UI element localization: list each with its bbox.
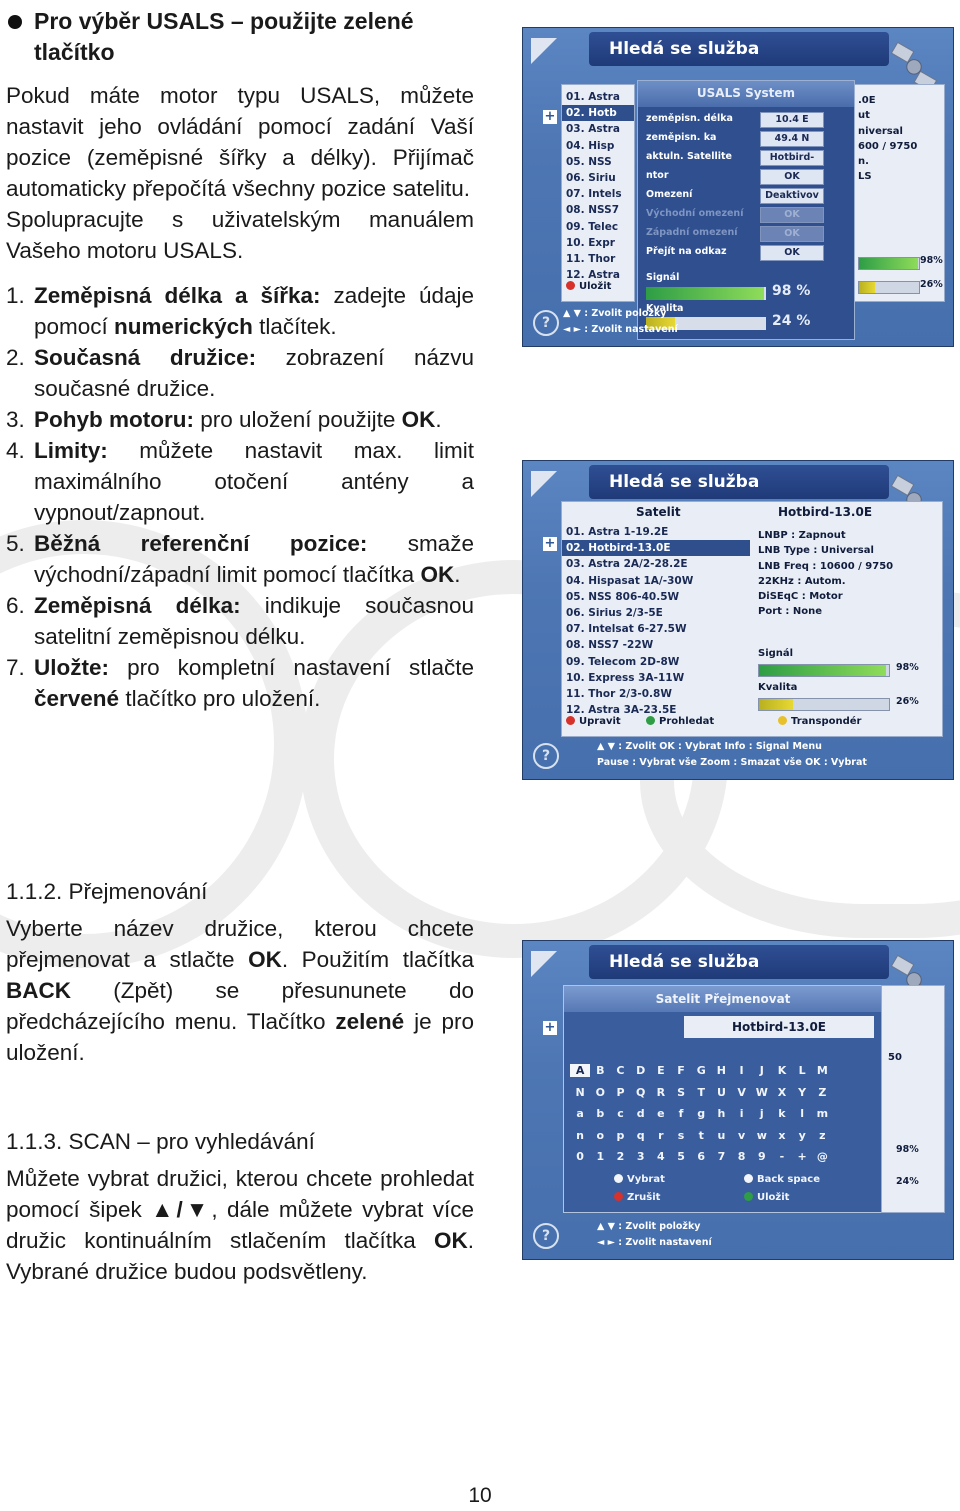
- satellite-list-item[interactable]: 06. Siriu: [566, 172, 616, 185]
- keyboard-key[interactable]: 0: [576, 1150, 584, 1164]
- item-text: červené: [34, 686, 120, 711]
- usals-section: [6, 6, 474, 714]
- item-number: 2.: [6, 345, 25, 370]
- keyboard-key[interactable]: H: [716, 1064, 727, 1078]
- quality-bar: [858, 281, 920, 294]
- usals-row-label: zeměpisn. ka: [646, 132, 717, 143]
- keyboard-key[interactable]: 9: [757, 1150, 766, 1164]
- item-label: Limity:: [34, 438, 108, 463]
- keyboard-key[interactable]: r: [658, 1128, 664, 1142]
- usals-item: [6, 590, 474, 652]
- red-button-icon: [566, 281, 575, 290]
- keyboard-key[interactable]: -: [779, 1150, 785, 1164]
- keyboard-key[interactable]: Z: [818, 1085, 827, 1099]
- legend-back-space: Back space: [744, 1174, 820, 1185]
- screen-footer: ▲ ▼ : Zvolit položky ◄ ► : Zvolit nastavení: [597, 1221, 712, 1248]
- item-text: tlačítko pro uložení.: [119, 686, 321, 711]
- green-button-icon: [646, 716, 655, 725]
- usals-row-label: Omezení: [646, 189, 693, 200]
- info-fragment: .0E: [858, 95, 876, 106]
- signal-pct: 98%: [896, 662, 919, 673]
- screen-footer: ▲ ▼ : Zvolit položky ◄ ► : Zvolit nastavení: [563, 308, 678, 335]
- lnb-info-line: LNB Freq : 10600 / 9750: [758, 560, 894, 572]
- help-icon: ?: [533, 1223, 559, 1249]
- rename-heading: 1.1.2. Přejmenování: [6, 879, 208, 904]
- satellite-list-item[interactable]: 07. Intels: [566, 188, 622, 201]
- screenshot-usals-system: [522, 27, 954, 347]
- item-label: Zeměpisná délka a šířka:: [34, 283, 321, 308]
- column-current-satellite: Hotbird-13.0E: [778, 505, 873, 519]
- usals-heading: Pro výběr USALS – použijte zelené tlačítko: [6, 6, 474, 68]
- legend-cancel: Zrušit: [614, 1192, 660, 1203]
- item-text: pro kompletní nastavení stlačte: [109, 655, 474, 680]
- lnb-info-line: Port : None: [758, 606, 823, 618]
- usals-signal-bar: [646, 287, 766, 300]
- text-run: OK: [433, 1228, 468, 1253]
- keyboard-key[interactable]: e: [657, 1107, 665, 1121]
- satellite-list-item[interactable]: 11. Thor: [566, 253, 616, 266]
- usals-item: [6, 652, 474, 714]
- usals-row-value[interactable]: Deaktivov: [760, 188, 824, 204]
- item-number: 5.: [6, 531, 25, 556]
- satellite-list-item[interactable]: 11. Thor 2/3-0.8W: [566, 688, 672, 701]
- item-label: Uložte:: [34, 655, 109, 680]
- info-fragment: 600 / 9750: [858, 140, 918, 152]
- keyboard-key[interactable]: n: [576, 1128, 585, 1142]
- item-number: 1.: [6, 283, 25, 308]
- usals-row-label: Přejít na odkaz: [646, 246, 727, 257]
- satellite-list-item[interactable]: 04. Hisp: [566, 139, 615, 152]
- help-icon: ?: [533, 743, 559, 769]
- satellite-list-item[interactable]: 08. NSS7: [566, 204, 620, 217]
- quality-pct: 26%: [896, 696, 919, 707]
- scan-heading: 1.1.3. SCAN – pro vyhledávání: [6, 1129, 315, 1154]
- keyboard-key[interactable]: S: [677, 1085, 685, 1099]
- page-number: 10: [468, 1484, 492, 1507]
- legend-scan: Prohledat: [646, 716, 714, 727]
- item-text: můžete nastavit max. limit maximálního otočení antény a vypnout/zapnout.: [34, 438, 474, 525]
- plus-icon: +: [544, 1020, 556, 1035]
- scan-section: [6, 1126, 474, 1287]
- keyboard-key[interactable]: T: [697, 1085, 705, 1099]
- lnb-info-line: LNB Type : Universal: [758, 545, 874, 557]
- keyboard-key[interactable]: U: [716, 1085, 726, 1099]
- usals-items-list: [6, 280, 474, 714]
- satellite-list-item[interactable]: 03. Astra 2A/2-28.2E: [566, 558, 688, 571]
- fragment-text: 50: [888, 1052, 902, 1063]
- keyboard-key[interactable]: K: [777, 1064, 787, 1078]
- keyboard-row: [570, 1125, 832, 1147]
- usals-quality-pct: 24 %: [772, 313, 811, 329]
- rename-name-field[interactable]: Hotbird-13.0E: [684, 1016, 874, 1038]
- rename-dialog-title: Satelit Přejmenovat: [564, 986, 882, 1012]
- item-text: OK: [401, 407, 436, 432]
- usals-row-value[interactable]: OK: [760, 245, 824, 261]
- quality-bar: [758, 698, 890, 711]
- plus-icon: +: [544, 536, 556, 551]
- usals-row-value[interactable]: OK: [760, 226, 824, 242]
- usals-signal-pct: 98 %: [772, 283, 811, 299]
- keyboard-key[interactable]: i: [739, 1107, 744, 1121]
- keyboard-key[interactable]: +: [797, 1150, 807, 1164]
- green-button-icon: [744, 1192, 753, 1201]
- usals-signal-label: Signál: [646, 272, 680, 283]
- keyboard-key[interactable]: M: [816, 1064, 828, 1078]
- signal-pct: 98%: [896, 1144, 919, 1155]
- usals-row-label: aktuln. Satellite: [646, 151, 732, 162]
- text-run: (Zpět) se přesununete do předcházejícího menu. Tlačítko: [6, 978, 474, 1034]
- rename-text: [6, 913, 474, 1068]
- satellite-list-item[interactable]: 05. NSS: [566, 155, 612, 168]
- satellite-list-item[interactable]: 12. Astra 3A-23.5E: [566, 704, 677, 717]
- satellite-list-item[interactable]: 05. NSS 806-40.5W: [566, 590, 680, 603]
- quality-label: Kvalita: [758, 682, 798, 693]
- keyboard-key[interactable]: W: [755, 1085, 768, 1099]
- usals-row-value[interactable]: 49.4 N: [760, 131, 824, 147]
- keyboard-key[interactable]: J: [759, 1064, 764, 1078]
- satellite-list-item[interactable]: 02. Hotbird-13.0E: [562, 540, 750, 556]
- satellite-list-item[interactable]: 01. Astra 1-19.2E: [566, 526, 669, 538]
- satellite-list-item[interactable]: 09. Telecom 2D-8W: [566, 655, 680, 668]
- keyboard-key[interactable]: F: [677, 1064, 685, 1078]
- keyboard-key[interactable]: v: [738, 1128, 746, 1142]
- keyboard-key[interactable]: o: [596, 1128, 605, 1142]
- lnb-info-line: 22KHz : Autom.: [758, 575, 846, 587]
- text-run: zelené: [335, 1009, 405, 1034]
- keyboard-key[interactable]: 4: [657, 1150, 665, 1164]
- corner-logo-icon: [531, 38, 557, 64]
- item-label: Pohyb motoru:: [34, 407, 194, 432]
- lnb-info-line: DiSEqC : Motor: [758, 591, 843, 603]
- keyboard-key[interactable]: h: [717, 1107, 726, 1121]
- satellite-list-item[interactable]: 06. Sirius 2/3-5E: [566, 607, 663, 620]
- keyboard-key[interactable]: 7: [717, 1150, 726, 1164]
- text-run: Vyberte název družice, kterou chcete přejmenovat a stlačte: [6, 916, 474, 972]
- legend-edit: Upravit: [566, 716, 621, 727]
- keyboard-key[interactable]: 2: [616, 1150, 625, 1164]
- satellite-list-item[interactable]: 07. Intelsat 6-27.5W: [566, 623, 687, 636]
- keyboard-key[interactable]: 3: [636, 1150, 645, 1164]
- keyboard-key[interactable]: k: [778, 1107, 786, 1121]
- quality-pct: 26%: [920, 279, 943, 290]
- keyboard-row: [570, 1146, 832, 1168]
- text-run: . Vybrané družice budou podsvětleny.: [6, 1228, 474, 1284]
- keyboard-key[interactable]: a: [576, 1107, 584, 1121]
- keyboard-key[interactable]: C: [616, 1064, 625, 1078]
- usals-row-value[interactable]: OK: [760, 207, 824, 223]
- on-screen-keyboard: [570, 1060, 832, 1168]
- keyboard-key[interactable]: Y: [798, 1085, 807, 1099]
- keyboard-key[interactable]: p: [616, 1128, 625, 1142]
- keyboard-key[interactable]: 1: [596, 1150, 605, 1164]
- satellite-list-item[interactable]: 10. Express 3A-11W: [566, 671, 685, 684]
- usals-row-label: Západní omezení: [646, 227, 738, 238]
- keyboard-key[interactable]: G: [696, 1064, 706, 1078]
- satellite-list-panel: [561, 84, 635, 302]
- usals-dialog: [637, 80, 855, 340]
- legend-transponder: Transpondér: [778, 716, 862, 727]
- satellite-list-item[interactable]: 08. NSS7 -22W: [566, 639, 654, 652]
- keyboard-key[interactable]: f: [678, 1107, 684, 1121]
- text-run: BACK: [6, 978, 71, 1003]
- keyboard-key[interactable]: u: [717, 1128, 726, 1142]
- screen-title: Hledá se služba: [589, 32, 889, 66]
- save-legend: Uložit: [566, 281, 611, 292]
- item-number: 3.: [6, 407, 25, 432]
- keyboard-key[interactable]: b: [596, 1107, 605, 1121]
- signal-bar: [858, 257, 920, 270]
- signal-bar: [758, 664, 890, 677]
- keyboard-key[interactable]: w: [756, 1128, 767, 1142]
- item-text: OK: [420, 562, 455, 587]
- keyboard-key[interactable]: 6: [697, 1150, 706, 1164]
- keyboard-key[interactable]: @: [816, 1150, 828, 1164]
- legend-select: Vybrat: [614, 1174, 665, 1185]
- item-label: Běžná referenční pozice:: [34, 531, 368, 556]
- help-icon: ?: [533, 310, 559, 336]
- item-text: tlačítek.: [252, 314, 337, 339]
- keyboard-key[interactable]: t: [698, 1128, 704, 1142]
- item-text: zobrazení názvu současné družice.: [34, 345, 474, 401]
- usals-dialog-title: USALS System: [638, 81, 854, 107]
- satellite-list-item[interactable]: 04. Hispasat 1A/-30W: [566, 574, 694, 587]
- usals-item: [6, 342, 474, 404]
- item-label: Zeměpisná délka:: [34, 593, 241, 618]
- keyboard-key[interactable]: E: [657, 1064, 665, 1078]
- keyboard-key[interactable]: 8: [737, 1150, 746, 1164]
- text-run: Můžete vybrat družici, kterou chcete prohledat pomocí šipek: [6, 1166, 474, 1222]
- item-number: 7.: [6, 655, 25, 680]
- keyboard-key[interactable]: z: [819, 1128, 826, 1142]
- usals-item: [6, 435, 474, 528]
- keyboard-key[interactable]: g: [697, 1107, 706, 1121]
- keyboard-row: [570, 1082, 832, 1104]
- keyboard-key[interactable]: L: [798, 1064, 806, 1078]
- item-text: indikuje současnou satelitní zeměpisnou délku.: [34, 593, 474, 649]
- corner-logo-icon: [531, 951, 557, 977]
- usals-row-value[interactable]: 10.4 E: [760, 112, 824, 128]
- keyboard-key[interactable]: X: [777, 1085, 787, 1099]
- keyboard-key[interactable]: c: [617, 1107, 624, 1121]
- keyboard-key[interactable]: N: [575, 1085, 585, 1099]
- info-panel-fragment: [881, 985, 945, 1213]
- keyboard-row: [570, 1060, 832, 1082]
- item-text: smaže východní/západní limit pomocí tlačítka: [34, 531, 474, 587]
- keyboard-key[interactable]: R: [656, 1085, 666, 1099]
- keyboard-key[interactable]: Q: [635, 1085, 646, 1099]
- keyboard-key[interactable]: D: [636, 1064, 646, 1078]
- info-fragment: LS: [858, 171, 872, 183]
- usals-item: [6, 280, 474, 342]
- item-number: 4.: [6, 438, 25, 463]
- satellite-list-item[interactable]: 10. Expr: [566, 236, 615, 249]
- keyboard-key[interactable]: A: [570, 1064, 590, 1077]
- satellite-list-item[interactable]: 02. Hotb: [562, 105, 634, 121]
- rename-section: [6, 876, 474, 1068]
- info-fragment: niversal: [858, 125, 903, 137]
- column-satelit: Satelit: [636, 505, 681, 519]
- usals-row-label: Východní omezení: [646, 208, 744, 219]
- info-fragment: ut: [858, 110, 870, 122]
- satellite-list-item[interactable]: 03. Astra: [566, 123, 620, 136]
- usals-intro-2: Spolupracujte s uživatelským manuálem Vašeho motoru USALS.: [6, 207, 474, 263]
- usals-row-value[interactable]: Hotbird-: [760, 150, 824, 166]
- screen-title: Hledá se služba: [589, 465, 889, 499]
- satellite-list-panel: [561, 501, 943, 737]
- keyboard-key[interactable]: s: [677, 1128, 685, 1142]
- ok-button-icon: [614, 1174, 623, 1183]
- keyboard-key[interactable]: P: [616, 1085, 625, 1099]
- keyboard-key[interactable]: I: [739, 1064, 744, 1078]
- item-text: .: [435, 407, 442, 432]
- bullet-icon: [8, 15, 22, 29]
- text-run: je pro uložení.: [6, 1009, 474, 1065]
- keyboard-key[interactable]: m: [816, 1107, 829, 1121]
- screen-footer: ▲ ▼ : Zvolit OK : Vybrat Info : Signal Menu Pause : Vybrat vše Zoom : Smazat vše OK : Vybrat: [597, 741, 867, 768]
- usals-intro-1: Pokud máte motor typu USALS, můžete nastavit jeho ovládání pomocí zadání Vaší pozice (zeměpisné šířky a délky). Přijímač automaticky přepočítá všechny pozice satelitu.: [6, 83, 474, 201]
- screenshot-satellite-list: [522, 460, 954, 780]
- keyboard-key[interactable]: O: [595, 1085, 605, 1099]
- item-number: 6.: [6, 593, 25, 618]
- keyboard-key[interactable]: x: [778, 1128, 786, 1142]
- lnb-info-line: LNBP : Zapnout: [758, 530, 846, 541]
- satellite-list-item[interactable]: 09. Telec: [566, 220, 619, 233]
- text-run: OK: [248, 947, 282, 972]
- item-label: Současná družice:: [34, 345, 257, 370]
- item-text: pro uložení použijte: [193, 407, 402, 432]
- screenshot-rename: [522, 940, 954, 1260]
- satellite-list-item[interactable]: 12. Astra: [566, 269, 620, 282]
- keyboard-key[interactable]: j: [759, 1107, 764, 1121]
- usals-row-label: zeměpisn. délka: [646, 113, 733, 124]
- satellite-list-item[interactable]: 01. Astra: [566, 91, 620, 103]
- item-text: .: [454, 562, 461, 587]
- keyboard-key[interactable]: d: [636, 1107, 645, 1121]
- usals-quality-label: Kvalita: [646, 303, 684, 314]
- scan-text: [6, 1163, 474, 1287]
- plus-icon: +: [544, 109, 556, 124]
- keyboard-key[interactable]: q: [636, 1128, 645, 1142]
- yellow-button-icon: [778, 716, 787, 725]
- screen-title: Hledá se služba: [589, 945, 889, 979]
- signal-pct: 98%: [920, 255, 943, 266]
- rename-dialog: [563, 985, 883, 1213]
- keyboard-key[interactable]: y: [798, 1128, 806, 1142]
- info-panel-fragment: [853, 84, 945, 302]
- keyboard-key[interactable]: V: [737, 1085, 746, 1099]
- signal-label: Signál: [758, 648, 794, 659]
- keyboard-key[interactable]: 5: [677, 1150, 685, 1164]
- usals-row-label: ntor: [646, 170, 669, 181]
- text-run: , dále můžete vybrat více družic kontinuálním stlačením tlačítka: [6, 1197, 474, 1253]
- text-run: ▲/▼: [151, 1197, 212, 1222]
- keyboard-key[interactable]: B: [596, 1064, 605, 1078]
- legend-save: Uložit: [744, 1192, 789, 1203]
- keyboard-row: [570, 1103, 832, 1125]
- keyboard-key[interactable]: l: [800, 1107, 805, 1121]
- usals-item: [6, 404, 474, 435]
- text-run: . Použitím tlačítka: [281, 947, 474, 972]
- red-button-icon: [614, 1192, 623, 1201]
- back-button-icon: [744, 1174, 753, 1183]
- item-text: zadejte údaje pomocí: [34, 283, 475, 339]
- quality-pct: 24%: [896, 1176, 919, 1187]
- red-button-icon: [566, 716, 575, 725]
- usals-row-value[interactable]: OK: [760, 169, 824, 185]
- info-fragment: n.: [858, 156, 869, 168]
- usals-item: [6, 528, 474, 590]
- corner-logo-icon: [531, 471, 557, 497]
- item-text: numerických: [114, 314, 253, 339]
